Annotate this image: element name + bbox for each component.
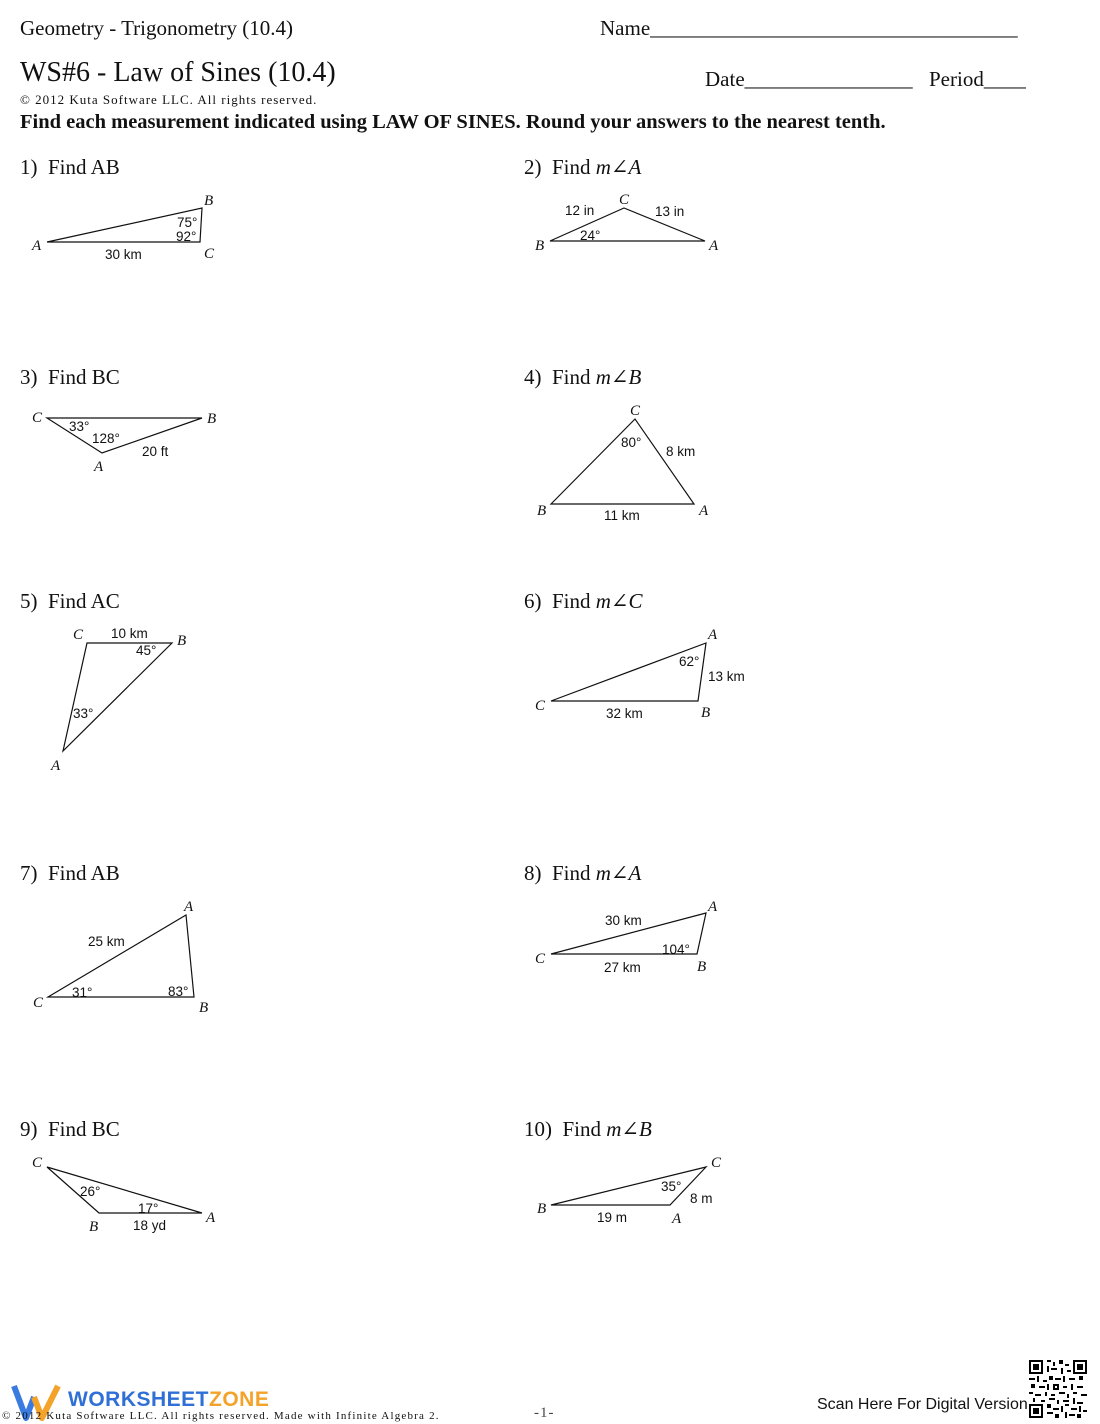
angle-measure: 83° [168, 984, 189, 999]
side-measure: 12 in [565, 203, 595, 218]
vertex-label: A [206, 1210, 216, 1226]
side-measure: 20 ft [142, 444, 169, 459]
problem-10-prompt: 10) Find m∠B [524, 1117, 652, 1141]
problem-9-prompt: 9) Find BC [20, 1117, 120, 1141]
angle-measure: 17° [138, 1201, 159, 1216]
angle-measure: 35° [661, 1179, 682, 1194]
side-measure: 19 m [597, 1210, 628, 1225]
angle-measure: 128° [92, 431, 120, 446]
scan-text: Scan Here For Digital Version [817, 1396, 1028, 1413]
triangle-figure-5 [50, 626, 186, 774]
vertex-label: A [32, 238, 42, 254]
vertex-label: A [708, 627, 718, 643]
triangle-figure-2 [535, 192, 719, 254]
triangle-figure-3 [32, 410, 216, 475]
angle-measure: 31° [72, 985, 93, 1000]
problem-3-prompt: 3) Find BC [20, 365, 120, 389]
vertex-label: C [73, 627, 84, 643]
vertex-label: B [177, 633, 187, 649]
vertex-label: B [89, 1219, 99, 1235]
triangle-figure-9 [32, 1155, 216, 1235]
angle-measure: 45° [136, 643, 157, 658]
vertex-label: A [708, 899, 718, 915]
side-measure: 8 m [690, 1191, 713, 1206]
angle-measure: 80° [621, 435, 642, 450]
problem-6-prompt: 6) Find m∠C [524, 589, 643, 613]
vertex-label: C [535, 951, 546, 967]
side-measure: 11 km [604, 508, 640, 523]
footer-copyright: © 2012 Kuta Software LLC. All rights reserved. Made with Infinite Algebra 2. [2, 1410, 440, 1422]
vertex-label: C [619, 192, 630, 208]
header-copyright: © 2012 Kuta Software LLC. All rights reserved. [20, 92, 318, 107]
vertex-label: C [33, 995, 44, 1011]
side-measure: 8 km [666, 444, 696, 459]
angle-measure: 75° [177, 215, 198, 230]
side-measure: 30 km [105, 247, 142, 262]
vertex-label: B [697, 959, 707, 975]
vertex-label: B [535, 238, 545, 254]
side-measure: 10 km [111, 626, 148, 641]
vertex-label: B [701, 705, 711, 721]
worksheetzone-logo-text: WORKSHEETZONE [68, 1388, 270, 1411]
angle-measure: 62° [679, 654, 700, 669]
date-field[interactable]: Date________________ [705, 67, 913, 91]
qr-code-icon[interactable] [1029, 1360, 1087, 1418]
vertex-label: C [711, 1155, 722, 1171]
vertex-label: A [184, 899, 194, 915]
angle-measure: 104° [662, 942, 690, 957]
vertex-label: A [51, 758, 61, 774]
triangle-figure-4 [537, 403, 709, 523]
side-measure: 13 in [655, 204, 685, 219]
vertex-label: B [199, 1000, 209, 1016]
triangle-figure-8 [535, 899, 718, 975]
vertex-label: B [204, 193, 214, 209]
problem-1-prompt: 1) Find AB [20, 155, 120, 179]
problem-5-prompt: 5) Find AC [20, 589, 120, 613]
angle-measure: 92° [176, 229, 197, 244]
side-measure: 18 yd [133, 1218, 167, 1233]
problem-2-prompt: 2) Find m∠A [524, 155, 642, 179]
instructions: Find each measurement indicated using LAW OF SINES. Round your answers to the nearest tenth. [20, 111, 886, 133]
side-measure: 32 km [606, 706, 643, 721]
vertex-label: B [537, 503, 547, 519]
vertex-label: A [699, 503, 709, 519]
vertex-label: C [535, 698, 546, 714]
problem-4-prompt: 4) Find m∠B [524, 365, 642, 389]
period-field[interactable]: Period____ [929, 67, 1026, 91]
worksheet-title: WS#6 - Law of Sines (10.4) [20, 57, 336, 88]
triangle-figure-1 [31, 193, 215, 262]
triangle-figure-10 [537, 1155, 722, 1227]
angle-measure: 33° [69, 419, 90, 434]
problem-8-prompt: 8) Find m∠A [524, 861, 642, 885]
course-title: Geometry - Trigonometry (10.4) [20, 16, 293, 40]
angle-measure: 26° [80, 1184, 101, 1199]
vertex-label: C [204, 246, 215, 262]
angle-measure: 24° [580, 228, 601, 243]
vertex-label: B [207, 411, 217, 427]
problem-7-prompt: 7) Find AB [20, 861, 120, 885]
vertex-label: C [630, 403, 641, 419]
side-measure: 30 km [605, 913, 642, 928]
vertex-label: B [537, 1201, 547, 1217]
triangle-figure-6 [535, 627, 745, 721]
vertex-label: C [32, 1155, 43, 1171]
vertex-label: A [709, 238, 719, 254]
vertex-label: A [672, 1211, 682, 1227]
side-measure: 27 km [604, 960, 641, 975]
angle-measure: 33° [73, 706, 94, 721]
side-measure: 25 km [88, 934, 125, 949]
page-number: -1- [534, 1405, 555, 1421]
vertex-label: C [32, 410, 43, 426]
name-field[interactable]: Name___________________________________ [600, 16, 1018, 40]
triangle-figure-7 [33, 899, 208, 1016]
side-measure: 13 km [708, 669, 745, 684]
vertex-label: A [94, 459, 104, 475]
